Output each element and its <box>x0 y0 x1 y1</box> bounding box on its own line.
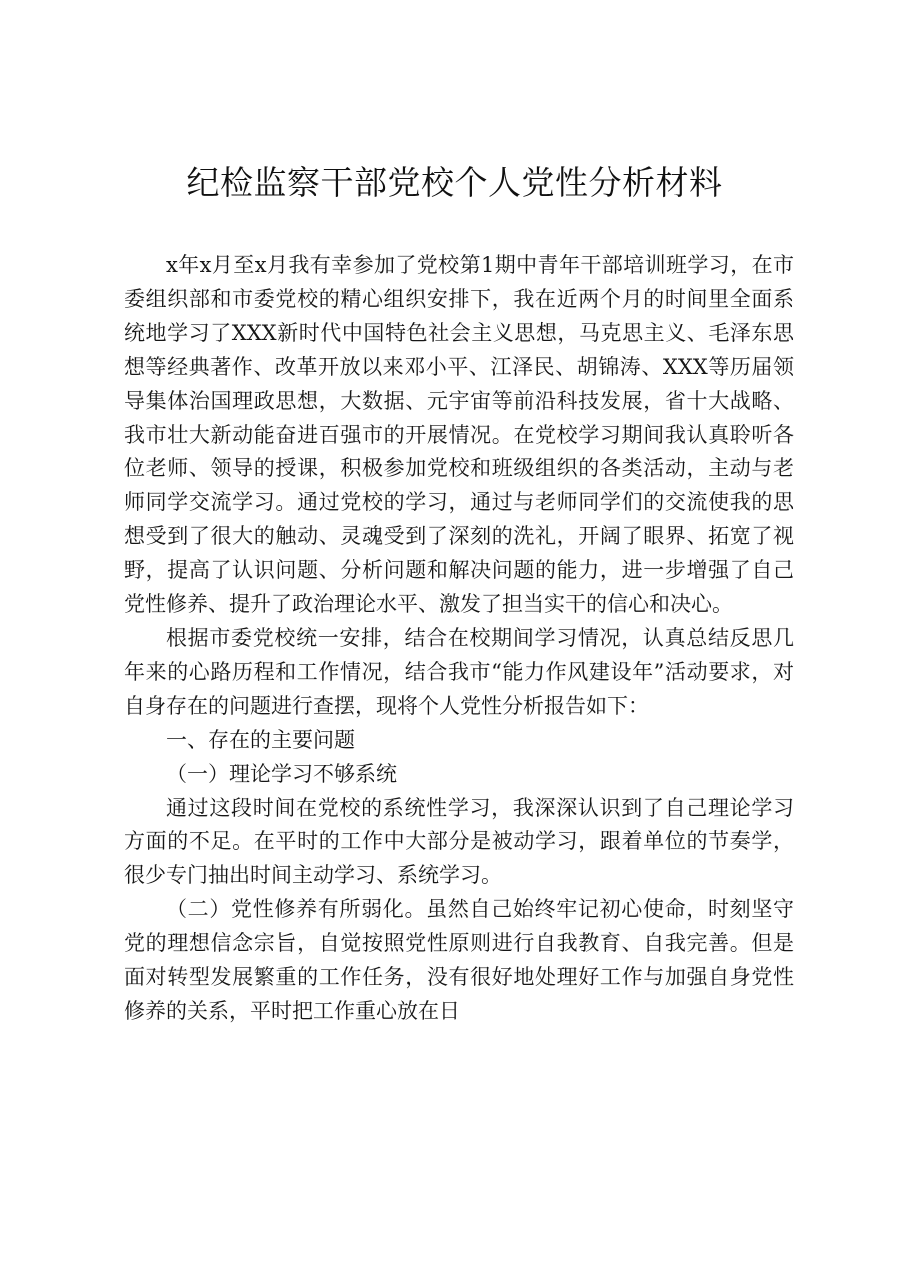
subsection-heading-party-spirit: （二）党性修养有所弱化。 <box>166 897 427 922</box>
overview-paragraph: 根据市委党校统一安排，结合在校期间学习情况，认真总结反思几年来的心路历程和工作情况，结合我市“能力作风建设年”活动要求，对自身存在的问题进行查摆，现将个人党性分析报告如下： <box>124 625 794 718</box>
party-spirit-text: 虽然自己始终牢记初心使命，时刻坚守党的理想信念宗旨，自觉按照党性原则进行自我教育、自我完善。但是面对转型发展繁重的工作任务，没有很好地处理好工作与加强自身党性修养的关系，平时把工作重心放在日 <box>124 897 795 1023</box>
intro-paragraph: x年x月至x月我有幸参加了党校第1期中青年干部培训班学习，在市委组织部和市委党校的精心组织安排下，我在近两个月的时间里全面系统地学习了XXX新时代中国特色社会主义思想，马克思主义、毛泽东思想等经典著作、改革开放以来邓小平、江泽民、胡锦涛、XXX等历届领导集体治国理政思想，大数据、元宇宙等前沿科技发展，省十大战略、我市壮大新动能奋进百强市的开展情况。在党校学习期间我认真聆听各位老师、领导的授课，积极参加党校和班级组织的各类活动，主动与老师同学交流学习。通过党校的学习，通过与老师同学们的交流使我的思想受到了很大的触动、灵魂受到了深刻的洗礼，开阔了眼界、拓宽了视野，提高了认识问题、分析问题和解决问题的能力，进一步增强了自己党性修养、提升了政治理论水平、激发了担当实干的信心和决心。 <box>124 253 794 617</box>
section-heading-problems: 一、存在的主要问题 <box>166 727 355 752</box>
theory-study-paragraph: 通过这段时间在党校的系统性学习，我深深认识到了自己理论学习方面的不足。在平时的工作中大部分是被动学习，跟着单位的节奏学，很少专门抽出时间主动学习、系统学习。 <box>124 795 794 888</box>
subsection-heading-theory-study: （一）理论学习不够系统 <box>166 761 397 786</box>
party-spirit-paragraph <box>124 893 794 1029</box>
document-body <box>124 249 794 1029</box>
document-title: 纪检监察干部党校个人党性分析材料 <box>186 163 723 202</box>
